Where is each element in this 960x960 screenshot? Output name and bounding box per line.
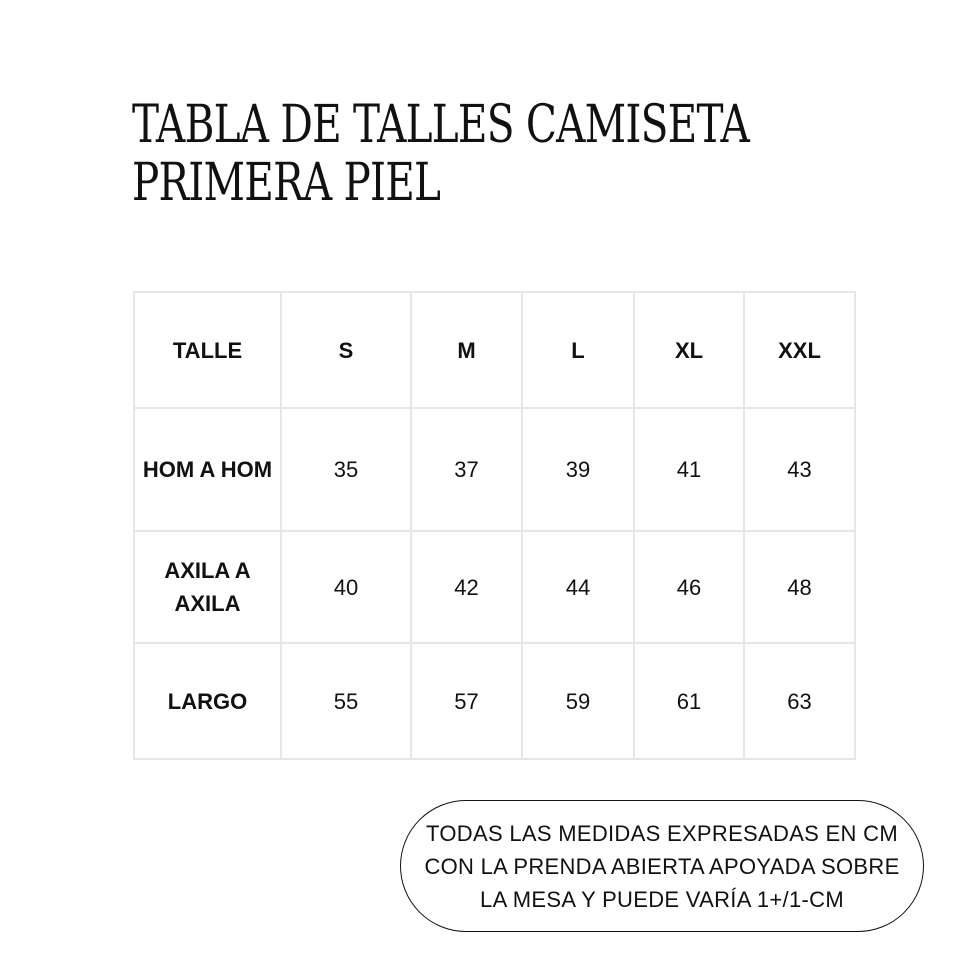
size-chart-table [133,291,856,760]
table-cell: 46 [634,531,744,643]
table-row [134,531,855,643]
table-cell: 42 [411,531,522,643]
table-cell: 41 [634,408,744,531]
table-cell: 61 [634,643,744,759]
measurement-note-text: TODAS LAS MEDIDAS EXPRESADAS EN CM CON LA PRENDA ABIERTA APOYADA SOBRE LA MESA Y PUEDE VARÍA 1+/1-CM [424,820,900,912]
page-title [132,95,750,213]
table-cell: 59 [522,643,634,759]
table-cell: 43 [744,408,855,531]
table-cell: 63 [744,643,855,759]
measurement-note-pill [400,800,924,932]
table-row [134,408,855,531]
header-cell-size: L [522,292,634,408]
header-cell-size: XL [634,292,744,408]
header-cell-talle: TALLE [134,292,281,408]
table-header-row [134,292,855,408]
row-label: LARGO [134,643,281,759]
table-cell: 39 [522,408,634,531]
row-label: AXILA A AXILA [134,531,281,643]
header-cell-size: XXL [744,292,855,408]
table-cell: 55 [281,643,411,759]
table-cell: 37 [411,408,522,531]
header-cell-size: S [281,292,411,408]
table-cell: 44 [522,531,634,643]
table-cell: 48 [744,531,855,643]
table-row [134,643,855,759]
table-cell: 40 [281,531,411,643]
table-cell: 35 [281,408,411,531]
row-label: HOM A HOM [134,408,281,531]
page-title-text: TABLA DE TALLES CAMISETA PRIMERA PIEL [132,95,750,213]
table-cell: 57 [411,643,522,759]
header-cell-size: M [411,292,522,408]
